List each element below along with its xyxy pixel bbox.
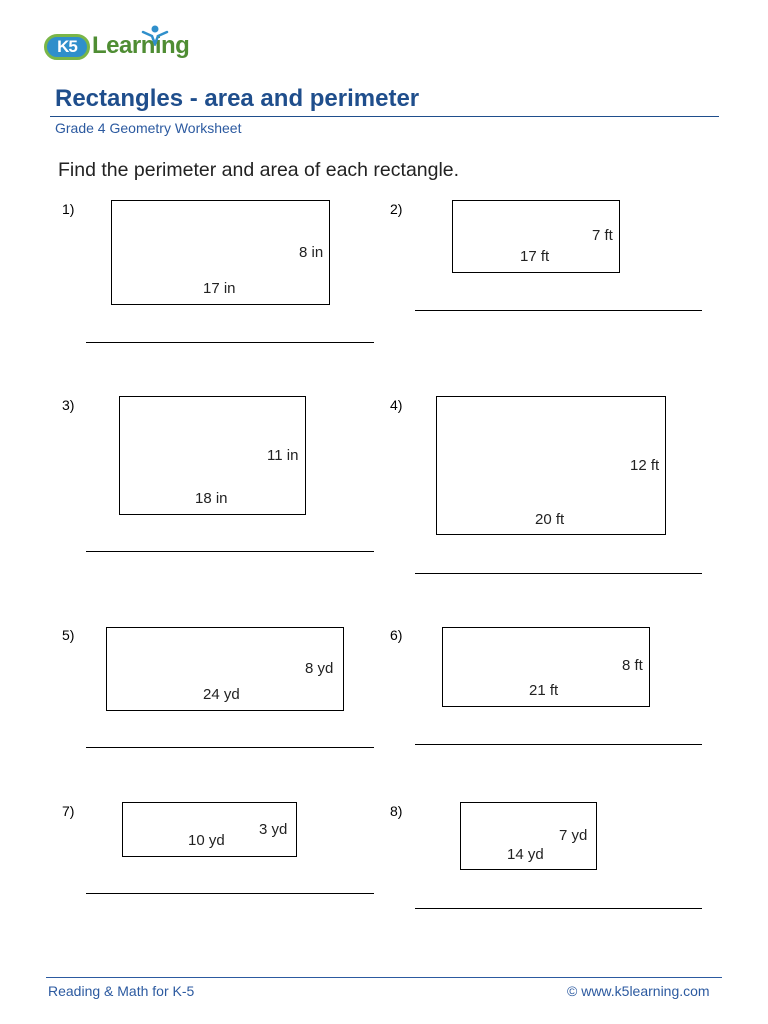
title-divider <box>50 116 719 117</box>
width-label: 10 yd <box>188 832 225 849</box>
logo-mark: K5 <box>44 34 90 60</box>
page-title: Rectangles - area and perimeter <box>55 85 420 112</box>
width-label: 17 ft <box>520 248 550 265</box>
height-label: 8 yd <box>305 660 334 677</box>
height-label: 7 ft <box>592 227 613 244</box>
problem-number: 3) <box>62 397 75 413</box>
height-label: 7 yd <box>559 827 588 844</box>
height-label: 12 ft <box>630 457 660 474</box>
answer-line[interactable] <box>415 908 702 909</box>
footer-tagline: Reading & Math for K-5 <box>48 983 195 999</box>
footer-divider <box>46 977 722 978</box>
answer-line[interactable] <box>86 551 374 552</box>
problem-number: 6) <box>390 627 403 643</box>
height-label: 8 in <box>299 244 324 261</box>
answer-line[interactable] <box>415 310 702 311</box>
height-label: 3 yd <box>259 821 288 838</box>
problem-number: 8) <box>390 803 403 819</box>
width-label: 18 in <box>195 490 228 507</box>
problem-number: 1) <box>62 201 75 217</box>
problem-number: 7) <box>62 803 75 819</box>
answer-line[interactable] <box>86 747 374 748</box>
page-subtitle: Grade 4 Geometry Worksheet <box>55 120 242 136</box>
height-label: 11 in <box>267 447 299 464</box>
width-label: 17 in <box>203 280 236 297</box>
answer-line[interactable] <box>86 893 374 894</box>
problem-number: 2) <box>390 201 403 217</box>
width-label: 21 ft <box>529 682 559 699</box>
answer-line[interactable] <box>86 342 374 343</box>
height-label: 8 ft <box>622 657 643 674</box>
footer-website-link[interactable]: © www.k5learning.com <box>567 983 710 999</box>
instructions: Find the perimeter and area of each rectangle. <box>58 159 460 181</box>
problem-number: 5) <box>62 627 75 643</box>
width-label: 24 yd <box>203 686 240 703</box>
answer-line[interactable] <box>415 744 702 745</box>
width-label: 14 yd <box>507 846 544 863</box>
answer-line[interactable] <box>415 573 702 574</box>
logo-word: Learning <box>92 32 190 59</box>
problem-number: 4) <box>390 397 403 413</box>
k5-learning-logo <box>44 24 204 68</box>
logo-figure-icon <box>140 24 170 46</box>
width-label: 20 ft <box>535 511 565 528</box>
